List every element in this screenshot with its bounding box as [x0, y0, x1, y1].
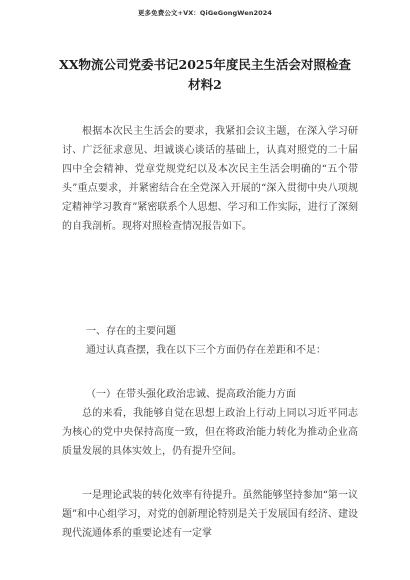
document-title: [40, 55, 370, 95]
section-lead: 通过认真查摆，我在以下三个方面仍存在差距和不足：: [86, 345, 326, 356]
subsection-heading: （一）在带头强化政治忠诚、提高政治能力方面: [86, 389, 296, 400]
header-promo-note: 更多免费公文+VX：QiGeGongWen2024: [137, 9, 273, 17]
point-one-paragraph: 一是理论武装的转化效率有待提升。虽然能够坚持参加“第一议题”和中心组学习，对党的创新理论特别是关于发展国有经济、建设现代流通体系的重要论述有一定掌: [62, 490, 358, 539]
section-heading: 一、存在的主要问题: [86, 326, 176, 337]
subsection-body: 总的来看，我能够自觉在思想上政治上行动上同以习近平同志为核心的党中央保持高度一致，但在将政治能力转化为推动企业高质量发展的具体实效上，仍有提升空间。: [62, 408, 358, 457]
title-line-1: XX物流公司党委书记2025年度民主生活会对照检查: [59, 57, 351, 72]
title-line-2: 材料2: [188, 77, 222, 92]
intro-paragraph: 根据本次民主生活会的要求，我紧扣会议主题，在深入学习研讨、广泛征求意见、坦诚谈心谈话的基础上，认真对照党的二十届四中全会精神、党章党规党纪以及本次民主生活会明确的“五个带头”重点要求，并紧密结合在全党深入开展的“深入贯彻中央八项规定精神学习教育”紧密联系个人思想、学习和工作实际，进行了深刻的自我剖析。现将对照检查情况报告如下。: [62, 126, 358, 232]
